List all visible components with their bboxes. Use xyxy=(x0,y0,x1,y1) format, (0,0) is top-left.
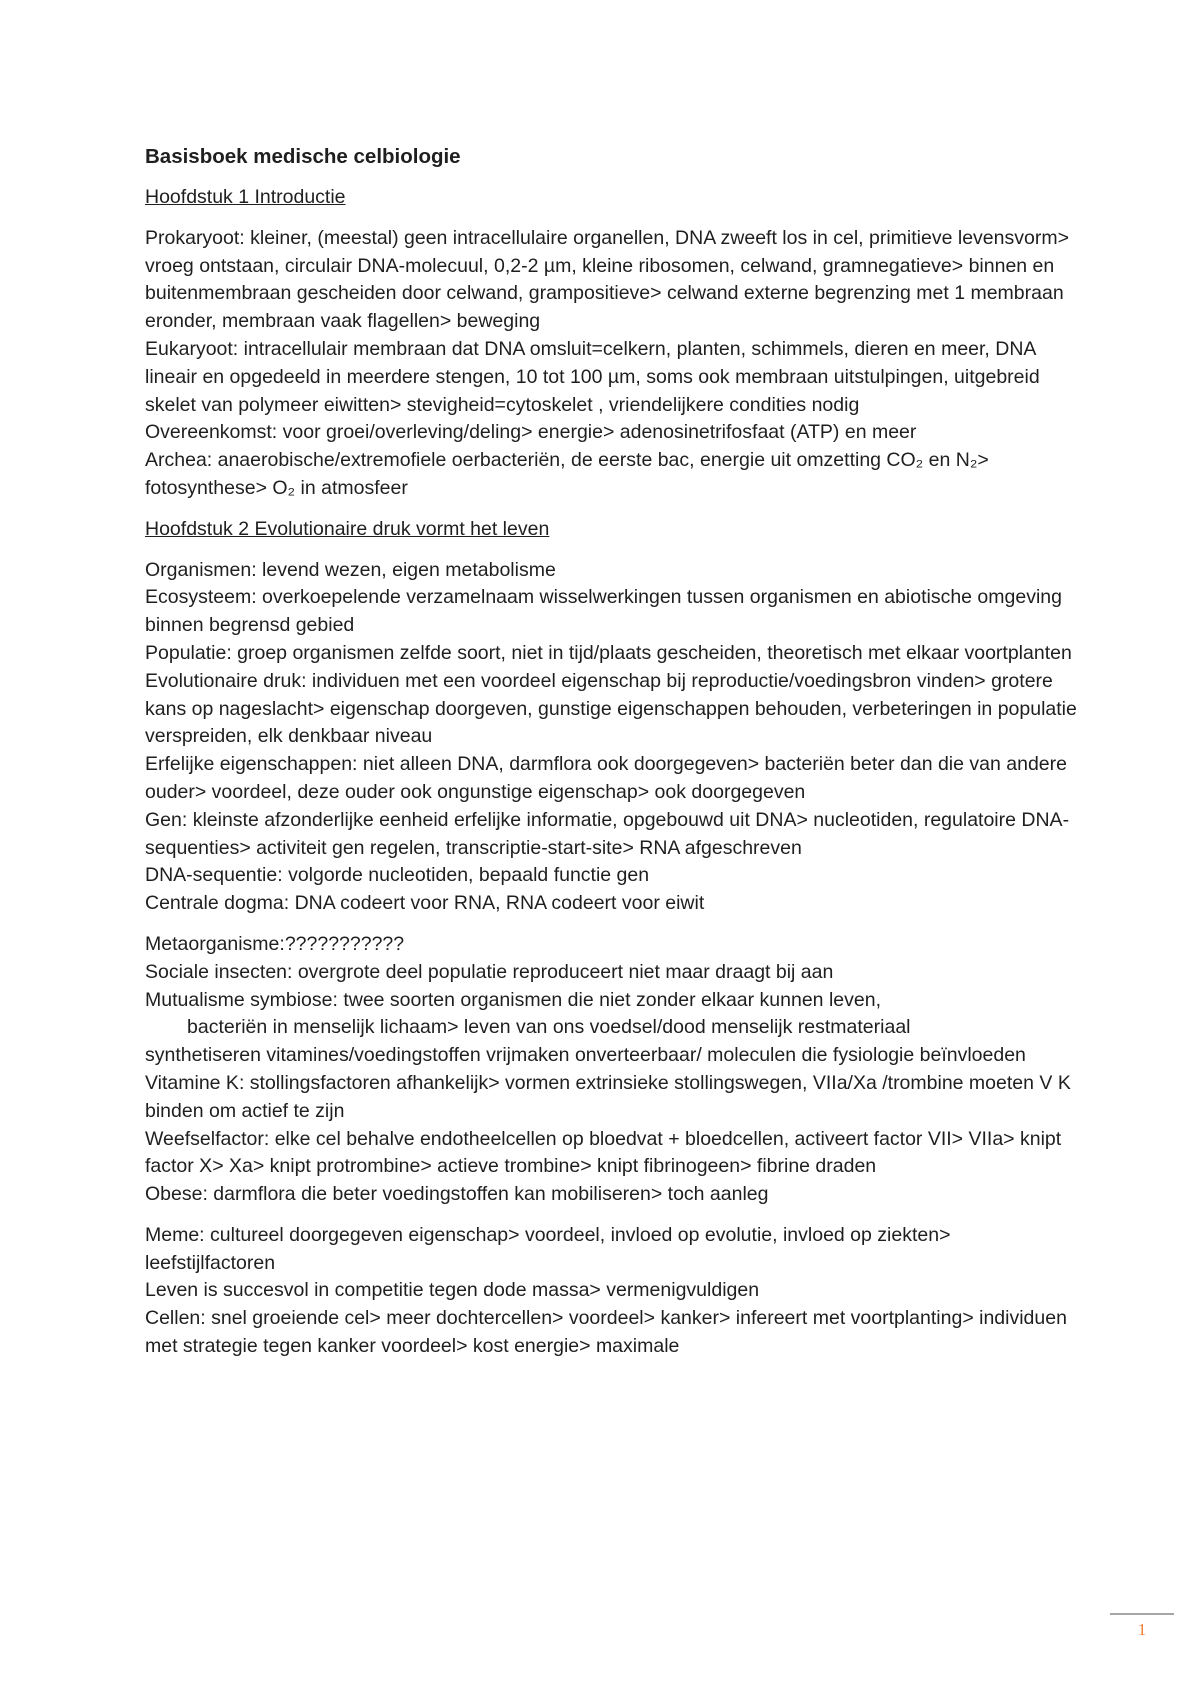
paragraph-ecosysteem: Ecosysteem: overkoepelende verzamelnaam wisselwerkingen tussen organismen en abiotische omgeving binnen begrensd gebied xyxy=(145,586,1062,637)
paragraph-leven: Leven is succesvol in competitie tegen dode massa> vermenigvuldigen xyxy=(145,1279,760,1302)
chapter-1-heading: Hoofdstuk 1 Introductie xyxy=(145,186,346,208)
continued-line: synthetiseren vitamines/voedingstoffen vrijmaken onverteerbaar/ moleculen die fysiologie beïnvloeden xyxy=(145,1044,1026,1067)
document-body xyxy=(145,143,1085,1374)
indented-line: bacteriën in menselijk lichaam> leven van ons voedsel/dood menselijk restmateriaal xyxy=(187,1016,911,1039)
paragraph-mutualisme: Mutualisme symbiose: twee soorten organismen die niet zonder elkaar kunnen leven, xyxy=(145,988,881,1011)
paragraph-sociale-insecten: Sociale insecten: overgrote deel populatie reproduceert niet maar draagt bij aan xyxy=(145,960,834,983)
paragraph-eukaryoot: Eukaryoot: intracellulair membraan dat DNA omsluit=celkern, planten, schimmels, dieren en meer, DNA lineair en opgedeeld in meerdere stengen, 10 tot 100 µm, soms ook membraan uitstulpingen, uitgebreid skelet van polymeer eiwitten> stevigheid=cytoskelet , vriendelijkere condities nodig xyxy=(145,337,1040,416)
document-title: Basisboek medische celbiologie xyxy=(145,145,461,168)
paragraph-overeenkomst: Overeenkomst: voor groei/overleving/deling> energie> adenosinetrifosfaat (ATP) en meer xyxy=(145,421,917,444)
paragraph-cellen: Cellen: snel groeiende cel> meer dochtercellen> voordeel> kanker> infereert met voortplanting> individuen met strategie tegen kanker voordeel> kost energie> maximale xyxy=(145,1307,1067,1358)
paragraph-vitamine-k: Vitamine K: stollingsfactoren afhankelijk> vormen extrinsieke stollingswegen, VIIa/Xa /trombine moeten V K binden om actief te zijn xyxy=(145,1071,1071,1122)
paragraph-organismen: Organismen: levend wezen, eigen metabolisme xyxy=(145,558,556,581)
chapter-2-heading: Hoofdstuk 2 Evolutionaire druk vormt het leven xyxy=(145,517,550,540)
paragraph-gen: Gen: kleinste afzonderlijke eenheid erfelijke informatie, opgebouwd uit DNA> nucleotiden, regulatoire DNA-sequenties> activiteit gen regelen, transcriptie-start-site> RNA afgeschreven xyxy=(145,808,1070,859)
paragraph-centrale-dogma: Centrale dogma: DNA codeert voor RNA, RNA codeert voor eiwit xyxy=(145,892,705,915)
paragraph-erfelijke-eigenschappen: Erfelijke eigenschappen: niet alleen DNA, darmflora ook doorgegeven> bacteriën beter dan die van andere ouder> voordeel, deze ouder ook ongunstige eigenschap> ook doorgegeven xyxy=(145,753,1067,803)
paragraph-archea: Archea: anaerobische/extremofiele oerbacteriën, de eerste bac, energie uit omzetting CO₂ en N₂> fotosynthese> O₂ in atmosfeer xyxy=(145,449,989,499)
paragraph-metaorganisme: Metaorganisme:??????????? xyxy=(145,932,405,955)
paragraph-weefselfactor: Weefselfactor: elke cel behalve endotheelcellen op bloedvat + bloedcellen, activeert factor VII> VIIa> knipt factor X> Xa> knipt protrombine> actieve trombine> knipt fibrinogeen> fibrine draden xyxy=(145,1127,1062,1178)
footer-rule xyxy=(1110,1613,1174,1615)
chapter-2-section-1 xyxy=(145,557,1085,918)
paragraph-evolutionaire-druk: Evolutionaire druk: individuen met een voordeel eigenschap bij reproductie/voedingsbron vinden> grotere kans op nageslacht> eigenschap doorgeven, gunstige eigenschappen behouden, verbeteringen in populatie verspreiden, elk denkbaar niveau xyxy=(145,669,1077,748)
paragraph-prokaryoot: Prokaryoot: kleiner, (meestal) geen intracellulaire organellen, DNA zweeft los in cel, primitieve levensvorm> vroeg ontstaan, circulair DNA-molecuul, 0,2-2 µm, kleine ribosomen, celwand, gramnegatieve> binnen en buitenmembraan gescheiden door celwand, grampositieve> celwand externe begrenzing met 1 membraan eronder, membraan vaak flagellen> beweging xyxy=(145,226,1069,333)
chapter-1-section xyxy=(145,225,1085,503)
paragraph-bacterien xyxy=(145,1014,1085,1070)
paragraph-obese: Obese: darmflora die beter voedingstoffen kan mobiliseren> toch aanleg xyxy=(145,1183,769,1206)
paragraph-dna-sequentie: DNA-sequentie: volgorde nucleotiden, bepaald functie gen xyxy=(145,864,650,887)
chapter-2-section-3 xyxy=(145,1222,1085,1361)
page-number: 1 xyxy=(1137,1620,1147,1639)
paragraph-populatie: Populatie: groep organismen zelfde soort, niet in tijd/plaats gescheiden, theoretisch met elkaar voortplanten xyxy=(145,641,1072,664)
paragraph-meme: Meme: cultureel doorgegeven eigenschap> voordeel, invloed op evolutie, invloed op ziekten> leefstijlfactoren xyxy=(145,1223,951,1274)
chapter-2-section-2 xyxy=(145,931,1085,1209)
